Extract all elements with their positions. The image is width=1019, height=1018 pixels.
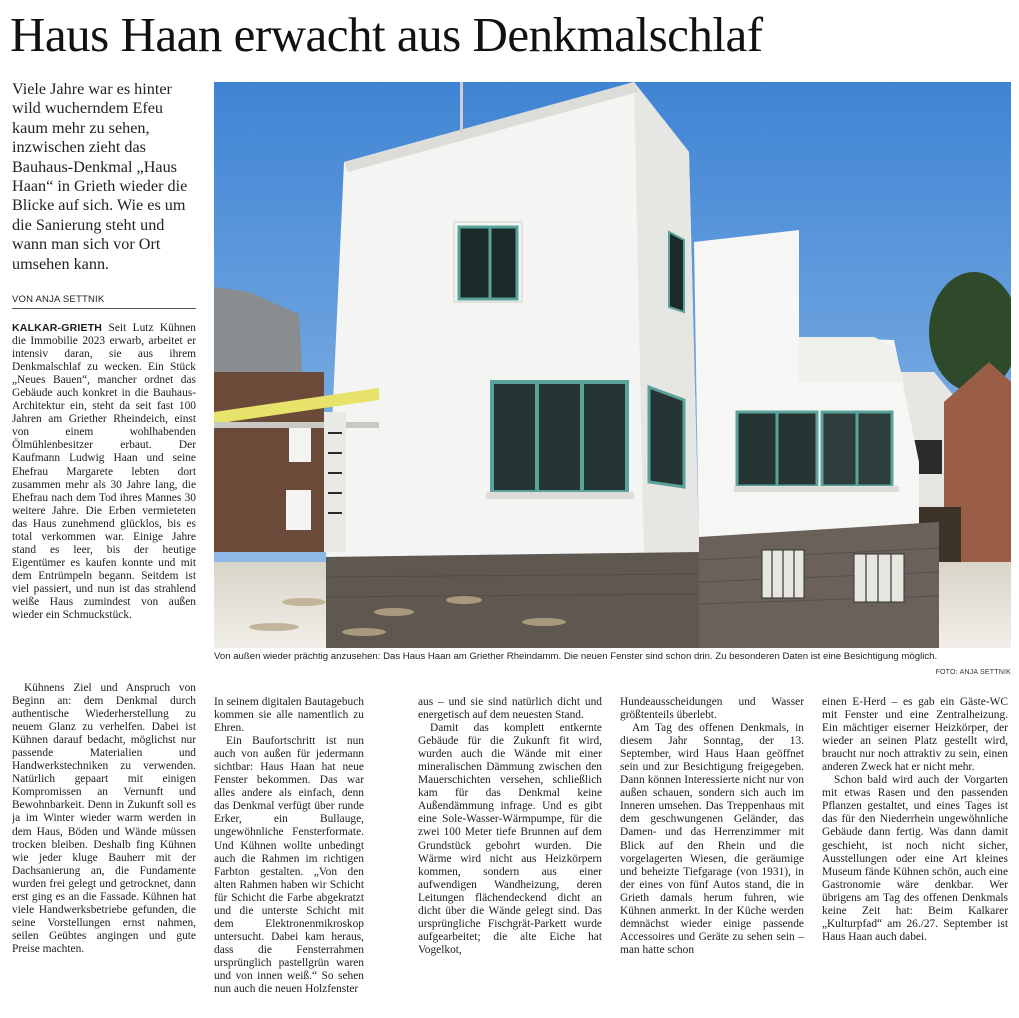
article-paragraph: aus – und sie sind natürlich dicht und energetisch auf dem neuesten Stand. [418,696,602,722]
article-column-1-top [12,322,196,680]
article-column-2 [214,696,364,1010]
article-column-4 [620,696,804,1010]
article-paragraph: einen E-Herd – es gab ein Gäste-WC mit Fenster und eine Zentralheizung. Ein mächtiger eiserner Heizkörper, der wieder an seinen Platz gestellt wird, braucht nur noch attraktiv zu sein, einen anderen Zweck hat er nicht mehr. [822,696,1008,774]
teaser: Viele Jahre war es hinter wild wucherndem Efeu kaum mehr zu sehen, inzwischen zieht das Bauhaus-Denkmal „Haus Haan“ in Grieth wieder die Blicke auf sich. Wie es um die Sanierung steht und wann man sich vor Ort umsehen kann. [12,80,188,273]
photo-caption: Von außen wieder prächtig anzusehen: Das Haus Haan am Griether Rheindamm. Die neuen Fenster sind schon drin. Zu besonderen Daten ist eine Besichtigung möglich. [214,651,938,662]
article-column-5 [822,696,1008,1010]
article-column-3 [418,696,602,1010]
article-paragraph: Kühnens Ziel und Anspruch von Beginn an: dem Denkmal durch authentische Wiederherstellung zu neuem Glanz zu verhelfen. Dabei ist Kühnen darauf bedacht, möglichst nur passende Materialien und Handwerkstechniken zu verwenden. Natürlich gepaart mit einigen Kompromissen an Vernunft und Bewohnbarkeit. Denn in Zukunft soll es ja im Winter wieder warm werden in dem Haus, Böden und Wände müssen trocken bleiben. Deshalb fing Kühnen wie jeder kluge Bauherr mit der Dachsanierung an, die Fundamente wurden frei gelegt und getrocknet, dann erst ging es an die Fassade. Kühnen hat viele Handwerksbetriebe gefunden, die seine Vorstellungen ernst nahmen, seilen Geübtes angingen und gute Preise machten. [12,682,196,955]
article-paragraph: Schon bald wird auch der Vorgarten mit etwas Rasen und den passenden Pflanzen gestaltet, und eines Tages ist das für den Niederrhein ungewöhnliche Gebäude dann fertig. Was dann damit geschieht, ist noch nicht sicher, Ausstellungen oder eine Art kleines Museum fände Kühnen schön, auch eine Gastronomie wäre denkbar. Wer übrigens am Tag des offenen Denkmals keine Zeit hat: Beim Kalkarer „Kulturpfad“ am 26./27. September ist Haus Haan auch dabei. [822,774,1008,943]
article-paragraph [12,322,196,622]
photo-credit: FOTO: ANJA SETTNIK [935,669,1011,676]
headline: Haus Haan erwacht aus Denkmalschlaf [10,7,763,62]
article-paragraph: Hundeausscheidungen und Wasser größtenteils überlebt. [620,696,804,722]
house-photo [214,82,1011,648]
article-text: Seit Lutz Kühnen die Immobilie 2023 erwarb, arbeitet er intensiv daran, sie aus ihrem Denkmalschlaf zu wecken. Ein Stück „Neues Bauen“, mancher ordnet das Gebäude auch konkret in die Bauhaus-Architektur ein, steht da seit fast 100 Jahren am Griether Rheindeich, einst von einem wohlhabenden Ölmühlenbesitzer erbaut. Der Kaufmann Ludwig Haan und seine Ehefrau Margarete lebten dort zusammen mehr als 30 Jahre lang, die Ehefrau nach dem Tod ihres Mannes 30 weitere Jahre. Die Erben vermieteten das Haus zunehmend glücklos, bis es total verkommen war. Einige Jahre stand es leer, bis der heutige Eigentümer es kaufen konnte und mit dem Entrümpeln begann. Seitdem ist viel passiert, und nun ist das strahlend weiße Haus zumindest von außen wieder ein Schmuckstück. [12,322,196,622]
article-paragraph: Damit das komplett entkernte Gebäude für die Zukunft fit wird, wurden auch die Wände mit einer mineralischen Dämmung zwischen den Mauerschichten versehen, schließlich kam für das Denkmal keine Außendämmung infrage. Und es gibt eine Sole-Wasser-Wärmpumpe, für die zwei 100 Meter tiefe Brunnen auf dem Grundstück gebohrt wurden. Die Wärme wird nicht aus Heizkörpern kommen, sondern aus einer aufwendigen Wandheizung, deren Leitungen flächendeckend dicht an dicht über die Wände gelegt sind. Das ursprüngliche Fischgrät-Parkett wurde aufgearbeitet; die alte Eiche hat Vogelkot, [418,722,602,956]
dateline: KALKAR-GRIETH [12,322,103,334]
article-paragraph: Am Tag des offenen Denkmals, in diesem Jahr Sonntag, der 13. September, wird Haus Haan geöffnet sein und zur Besichtigung freigegeben. Dann können Interessierte nicht nur von außen schauen, sondern sich auch im Inneren umsehen. Das Treppenhaus mit dem geschwungenen Geländer, das Damen- und das Herrenzimmer mit Blick auf den Rhein und die vorgelagerten Wiesen, die geräumige und beheizte Tiefgarage (von 1931), in der eines von fünf Autos stand, die in Grieth damals herum fuhren, wie Kühnen anmerkt. In der Küche werden demnächst wieder einige passende Accessoires und Geräte zu sehen sein – man hatte schon [620,722,804,956]
byline: VON ANJA SETTNIK [12,294,196,309]
article-paragraph: Ein Baufortschritt ist nun auch von außen für jedermann sichtbar: Haus Haan hat neue Fenster bekommen. Das war alles andere als einfach, denn das Denkmal verfügt über runde Erker, ein Bullauge, ungewöhnliche Fensterformate. Und Kühnen wollte unbedingt auch die Rahmen im richtigen Farbton gestalten. „Von den alten Rahmen haben wir Schicht für Schicht die Farbe abgekratzt und die unterste Schicht mit dem Elektronenmikroskop untersucht. Dabei kam heraus, dass die Fensterrahmen ursprünglich pastellgrün waren und von innen weiß.“ So sehen nun auch die neuen Holzfenster [214,735,364,996]
article-paragraph: In seinem digitalen Bautagebuch kommen sie alle namentlich zu Ehren. [214,696,364,735]
article-column-1-bottom [12,682,196,1008]
